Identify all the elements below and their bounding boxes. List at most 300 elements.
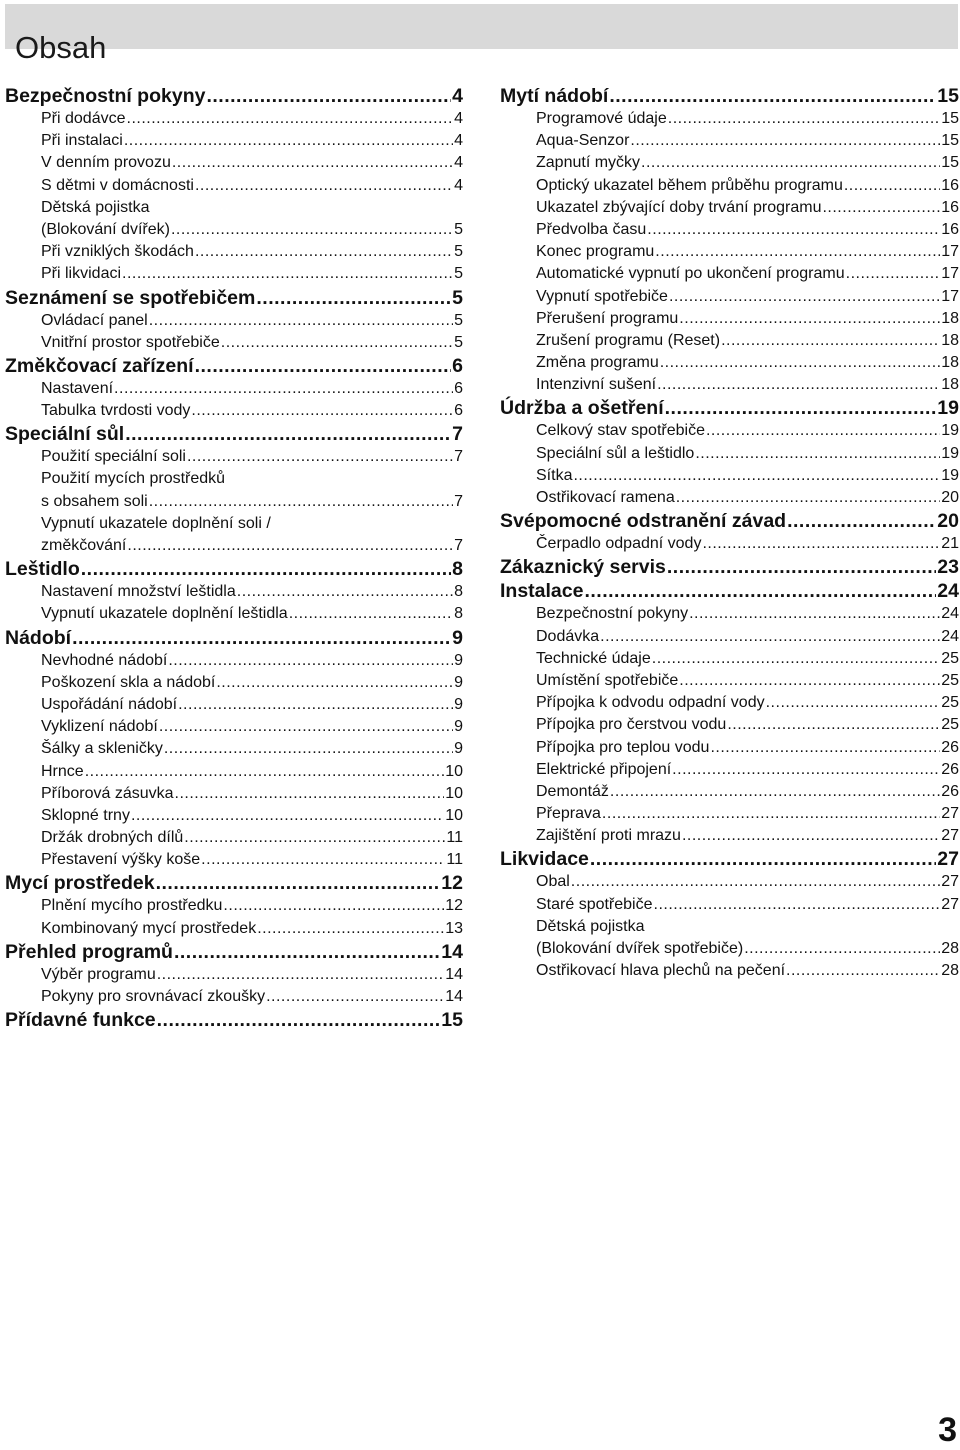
toc-dot-leader xyxy=(216,672,453,694)
toc-subsection-entry xyxy=(500,487,959,509)
toc-page-number: 9 xyxy=(454,695,463,713)
toc-subsection-entry xyxy=(500,871,959,893)
toc-entry-label: Instalace xyxy=(500,580,584,603)
toc-subsection-entry xyxy=(500,330,959,352)
toc-page-number: 5 xyxy=(454,265,463,283)
toc-page-number: 25 xyxy=(941,694,959,712)
toc-page-number: 8 xyxy=(454,605,463,623)
toc-entry-label: Zapnutí myčky xyxy=(536,154,641,172)
toc-entry-label: Aqua-Senzor xyxy=(536,132,630,150)
toc-entry-label: Přípojka pro teplou vodu xyxy=(536,738,710,756)
toc-subsection-entry xyxy=(500,670,959,692)
toc-subsection-entry xyxy=(5,986,463,1008)
toc-entry-label: Zákaznický servis xyxy=(500,556,666,579)
toc-entry-label: Bezpečnostní pokyny xyxy=(5,85,206,107)
toc-dot-leader xyxy=(157,1008,441,1032)
toc-dot-leader xyxy=(131,805,444,827)
toc-subsection-entry xyxy=(500,308,959,330)
toc-entry-label: Čerpadlo odpadní vody xyxy=(536,535,702,553)
toc-entry-label: Intenzivní sušení xyxy=(536,376,657,394)
toc-dot-leader xyxy=(702,533,940,555)
toc-entry-label: Staré spotřebiče xyxy=(536,895,653,913)
toc-entry-label: Při dodávce xyxy=(41,110,126,127)
toc-section-entry xyxy=(5,1008,463,1032)
toc-subsection-entry xyxy=(5,152,463,174)
toc-entry-label: Přerušení programu xyxy=(536,309,679,327)
toc-subsection-entry xyxy=(500,443,959,465)
toc-entry-label: Při vzniklých škodách xyxy=(41,243,194,261)
toc-subsection-entry xyxy=(500,916,959,938)
toc-section-entry xyxy=(5,84,463,108)
toc-page-number: 12 xyxy=(445,897,463,915)
toc-entry-label: Dětská pojistka xyxy=(41,198,150,216)
toc-dot-leader xyxy=(584,579,936,603)
toc-subsection-entry xyxy=(5,918,463,940)
toc-subsection-entry xyxy=(5,694,463,716)
toc-dot-leader xyxy=(149,491,453,513)
toc-page-number: 19 xyxy=(941,444,959,462)
toc-subsection-entry xyxy=(500,219,959,241)
toc-entry-label: Při instalaci xyxy=(41,132,123,150)
toc-dot-leader xyxy=(689,603,940,625)
toc-entry-label: Pokyny pro srovnávací zkoušky xyxy=(41,988,266,1005)
toc-subsection-entry xyxy=(5,783,463,805)
toc-dot-leader xyxy=(237,581,453,603)
toc-entry-label: Zrušení programu (Reset) xyxy=(536,331,721,349)
toc-entry-label: Automatické vypnutí po ukončení programu xyxy=(536,265,845,283)
toc-dot-leader xyxy=(679,308,940,330)
toc-page-number: 4 xyxy=(454,176,463,194)
toc-subsection-entry xyxy=(500,894,959,916)
toc-page-number: 27 xyxy=(941,805,959,823)
toc-subsection-entry xyxy=(500,533,959,555)
toc-section-entry xyxy=(5,354,463,378)
toc-subsection-entry xyxy=(500,263,959,285)
toc-dot-leader xyxy=(682,825,940,847)
toc-page-number: 4 xyxy=(454,110,463,127)
toc-subsection-entry xyxy=(5,650,463,672)
toc-entry-label: Mytí nádobí xyxy=(500,85,609,107)
toc-page-number: 20 xyxy=(937,510,959,533)
toc-entry-label: Programové údaje xyxy=(536,110,667,127)
toc-dot-leader xyxy=(727,714,940,736)
toc-dot-leader xyxy=(187,446,453,468)
toc-dot-leader xyxy=(159,716,453,738)
toc-page-number: 12 xyxy=(441,872,463,895)
toc-subsection-entry xyxy=(5,964,463,986)
toc-subsection-entry xyxy=(5,849,463,871)
toc-subsection-entry xyxy=(5,175,463,197)
toc-dot-leader xyxy=(668,108,940,130)
toc-dot-leader xyxy=(766,692,941,714)
toc-section-entry xyxy=(5,626,463,650)
toc-entry-label: s obsahem soli xyxy=(41,492,148,510)
toc-page-number: 19 xyxy=(937,397,959,420)
toc-page-number: 9 xyxy=(454,673,463,691)
toc-section-entry xyxy=(5,286,463,310)
toc-dot-leader xyxy=(609,84,936,108)
toc-subsection-entry xyxy=(500,737,959,759)
toc-section-entry xyxy=(5,871,463,895)
toc-subsection-entry xyxy=(5,491,463,513)
toc-right-column xyxy=(500,84,959,982)
toc-page-number: 24 xyxy=(941,605,959,623)
toc-entry-label: Elektrické připojení xyxy=(536,760,672,778)
toc-dot-leader xyxy=(124,130,453,152)
toc-subsection-entry xyxy=(5,446,463,468)
toc-page-number: 15 xyxy=(941,154,959,172)
toc-entry-label: Změkčovací zařízení xyxy=(5,354,194,377)
toc-entry-label: Nastavení množství leštidla xyxy=(41,583,236,601)
toc-dot-leader xyxy=(195,175,453,197)
toc-subsection-entry xyxy=(5,263,463,285)
toc-subsection-entry xyxy=(5,400,463,422)
toc-subsection-entry xyxy=(500,152,959,174)
toc-entry-label: Sítka xyxy=(536,466,573,484)
toc-entry-label: Leštidlo xyxy=(5,558,80,581)
toc-subsection-entry xyxy=(5,513,463,535)
toc-subsection-entry xyxy=(5,603,463,625)
toc-entry-label: Tabulka tvrdosti vody xyxy=(41,402,191,420)
toc-entry-label: Vnitřní prostor spotřebiče xyxy=(41,333,220,351)
toc-dot-leader xyxy=(125,422,451,446)
toc-section-entry xyxy=(500,509,959,533)
toc-dot-leader xyxy=(206,84,451,108)
toc-page-number: 28 xyxy=(941,962,959,980)
toc-dot-leader xyxy=(221,332,453,354)
toc-subsection-entry xyxy=(500,714,959,736)
toc-page-number: 14 xyxy=(445,965,463,983)
toc-page-number: 18 xyxy=(941,376,959,394)
toc-entry-label: Obal xyxy=(536,873,570,891)
toc-subsection-entry xyxy=(500,465,959,487)
toc-section-entry xyxy=(500,579,959,603)
toc-dot-leader xyxy=(667,555,936,579)
toc-subsection-entry xyxy=(5,895,463,917)
page-number: 3 xyxy=(938,1411,957,1449)
toc-page-number: 16 xyxy=(941,176,959,194)
toc-subsection-entry xyxy=(5,310,463,332)
toc-entry-label: Demontáž xyxy=(536,782,609,800)
toc-page-number: 9 xyxy=(452,626,463,649)
toc-section-entry xyxy=(500,555,959,579)
toc-dot-leader xyxy=(174,940,440,964)
toc-subsection-entry xyxy=(500,960,959,982)
toc-dot-leader xyxy=(573,465,940,487)
toc-page-number: 4 xyxy=(454,154,463,172)
toc-entry-label: Speciální sůl xyxy=(5,423,125,446)
toc-dot-leader xyxy=(195,241,453,263)
toc-entry-label: Bezpečnostní pokyny xyxy=(536,605,689,623)
toc-page-number: 15 xyxy=(941,110,959,127)
toc-subsection-entry xyxy=(5,241,463,263)
toc-page-number: 18 xyxy=(941,331,959,349)
toc-subsection-entry xyxy=(5,738,463,760)
toc-dot-leader xyxy=(846,263,941,285)
toc-dot-leader xyxy=(171,219,453,241)
toc-entry-label: Sklopné trny xyxy=(41,806,130,824)
toc-page-number: 6 xyxy=(454,402,463,420)
toc-entry-label: Přípojka k odvodu odpadní vody xyxy=(536,694,765,712)
toc-subsection-entry xyxy=(5,827,463,849)
toc-entry-label: Vypnutí spotřebiče xyxy=(536,287,668,305)
toc-entry-label: Přípojka pro čerstvou vodu xyxy=(536,716,727,734)
toc-dot-leader xyxy=(744,938,940,960)
toc-page-number: 26 xyxy=(941,782,959,800)
toc-dot-leader xyxy=(647,219,940,241)
toc-page-number: 26 xyxy=(941,760,959,778)
toc-page-number: 4 xyxy=(454,132,463,150)
toc-page-number: 18 xyxy=(941,309,959,327)
toc-entry-label: Plnění mycího prostředku xyxy=(41,897,223,915)
toc-page-number: 10 xyxy=(445,806,463,824)
toc-dot-leader xyxy=(600,626,940,648)
toc-page-number: 13 xyxy=(445,919,463,937)
toc-entry-label: Svépomocné odstranění závad xyxy=(500,510,787,533)
toc-page-number: 7 xyxy=(454,448,463,466)
toc-page-number: 17 xyxy=(941,243,959,261)
toc-entry-label: Přídavné funkce xyxy=(5,1009,156,1032)
header-band xyxy=(5,4,958,65)
toc-dot-leader xyxy=(289,603,453,625)
toc-dot-leader xyxy=(844,175,940,197)
toc-page-number: 27 xyxy=(941,873,959,891)
toc-dot-leader xyxy=(256,286,451,310)
toc-dot-leader xyxy=(191,400,453,422)
toc-dot-leader xyxy=(223,895,444,917)
toc-dot-leader xyxy=(157,964,444,986)
toc-dot-leader xyxy=(665,396,937,420)
toc-dot-leader xyxy=(672,759,940,781)
toc-dot-leader xyxy=(114,378,453,400)
toc-page-number: 9 xyxy=(454,718,463,736)
toc-dot-leader xyxy=(149,310,453,332)
toc-page-number: 18 xyxy=(941,354,959,372)
toc-dot-leader xyxy=(175,783,445,805)
toc-entry-label: Vypnutí ukazatele doplnění leštidla xyxy=(41,605,288,623)
toc-dot-leader xyxy=(172,152,453,174)
toc-entry-label: Kombinovaný mycí prostředek xyxy=(41,919,257,937)
toc-entry-label: Výběr programu xyxy=(41,965,156,983)
toc-dot-leader xyxy=(641,152,940,174)
toc-entry-label: Optický ukazatel během průběhu programu xyxy=(536,176,843,194)
toc-entry-label: Seznámení se spotřebičem xyxy=(5,286,256,309)
toc-entry-label: Držák drobných dílů xyxy=(41,829,184,847)
page-title: Obsah xyxy=(15,29,107,65)
toc-entry-label: Předvolba času xyxy=(536,220,647,238)
toc-entry-label: Dětská pojistka xyxy=(536,917,645,935)
toc-page-number: 8 xyxy=(452,558,463,581)
toc-dot-leader xyxy=(164,738,453,760)
toc-dot-leader xyxy=(710,737,940,759)
toc-page-number: 16 xyxy=(941,220,959,238)
toc-dot-leader xyxy=(652,648,940,670)
toc-dot-leader xyxy=(660,352,940,374)
toc-page-number: 19 xyxy=(941,466,959,484)
toc-dot-leader xyxy=(156,871,441,895)
toc-page-number: 7 xyxy=(454,537,463,554)
toc-entry-label: Šálky a skleničky xyxy=(41,740,163,758)
toc-subsection-entry xyxy=(500,175,959,197)
toc-subsection-entry xyxy=(500,197,959,219)
toc-entry-label: Vypnutí ukazatele doplnění soli / xyxy=(41,514,271,532)
toc-section-entry xyxy=(5,557,463,581)
toc-subsection-entry xyxy=(500,374,959,396)
toc-page-number: 9 xyxy=(454,740,463,758)
toc-subsection-entry xyxy=(500,692,959,714)
toc-section-entry xyxy=(5,422,463,446)
toc-dot-leader xyxy=(168,650,453,672)
toc-dot-leader xyxy=(571,871,940,893)
toc-dot-leader xyxy=(786,960,940,982)
toc-dot-leader xyxy=(184,827,445,849)
toc-entry-label: Speciální sůl a leštidlo xyxy=(536,444,695,462)
toc-dot-leader xyxy=(201,849,445,871)
toc-dot-leader xyxy=(127,108,454,130)
toc-dot-leader xyxy=(654,894,941,916)
toc-entry-label: Uspořádání nádobí xyxy=(41,695,178,713)
toc-entry-label: Přeprava xyxy=(536,805,601,823)
toc-left-column xyxy=(5,84,463,1032)
toc-entry-label: Nevhodné nádobí xyxy=(41,651,168,669)
toc-subsection-entry xyxy=(5,581,463,603)
toc-page-number: 15 xyxy=(941,132,959,150)
toc-entry-label: (Blokování dvířek spotřebiče) xyxy=(536,940,744,957)
toc-entry-label: Příborová zásuvka xyxy=(41,784,174,802)
toc-page-number: 6 xyxy=(452,354,463,377)
toc-page-number: 24 xyxy=(937,580,959,603)
toc-page-number: 25 xyxy=(941,649,959,667)
toc-page-number: 11 xyxy=(446,829,463,847)
toc-entry-label: Ukazatel zbývající doby trvání programu xyxy=(536,198,822,216)
toc-subsection-entry xyxy=(500,108,959,130)
toc-entry-label: Ostřikovací hlava plechů na pečení xyxy=(536,962,786,980)
toc-page-number: 23 xyxy=(937,556,959,579)
toc-subsection-entry xyxy=(500,241,959,263)
toc-entry-label: Vyklizení nádobí xyxy=(41,718,158,736)
toc-dot-leader xyxy=(257,918,444,940)
toc-page-number: 27 xyxy=(941,827,959,845)
toc-entry-label: Dodávka xyxy=(536,627,600,645)
toc-subsection-entry xyxy=(500,352,959,374)
toc-entry-label: Mycí prostředek xyxy=(5,872,155,895)
toc-entry-label: Přestavení výšky koše xyxy=(41,851,201,869)
toc-section-entry xyxy=(500,396,959,420)
toc-subsection-entry xyxy=(5,468,463,490)
toc-subsection-entry xyxy=(500,626,959,648)
toc-subsection-entry xyxy=(5,219,463,241)
toc-subsection-entry xyxy=(5,197,463,219)
toc-entry-label: změkčování xyxy=(41,537,127,554)
toc-subsection-entry xyxy=(500,603,959,625)
toc-page-number: 11 xyxy=(446,851,463,869)
toc-page-number: 7 xyxy=(454,492,463,510)
toc-page-number: 25 xyxy=(941,671,959,689)
toc-dot-leader xyxy=(695,443,940,465)
toc-entry-label: Ostřikovací ramena xyxy=(536,489,675,506)
toc-page-number: 17 xyxy=(941,287,959,305)
toc-page-number: 19 xyxy=(941,422,959,440)
toc-subsection-entry xyxy=(500,759,959,781)
toc-subsection-entry xyxy=(5,672,463,694)
toc-subsection-entry xyxy=(5,378,463,400)
toc-page-number: 14 xyxy=(441,940,463,963)
toc-subsection-entry xyxy=(500,803,959,825)
toc-dot-leader xyxy=(822,197,940,219)
toc-page-number: 4 xyxy=(452,85,463,107)
toc-dot-leader xyxy=(787,509,936,533)
toc-page-number: 7 xyxy=(452,423,463,446)
toc-entry-label: (Blokování dvířek) xyxy=(41,220,170,238)
toc-entry-label: Použití mycích prostředků xyxy=(41,470,226,488)
toc-page-number: 24 xyxy=(941,627,959,645)
toc-dot-leader xyxy=(630,130,940,152)
toc-page-number: 28 xyxy=(941,940,959,957)
toc-subsection-entry xyxy=(5,716,463,738)
toc-page-number: 27 xyxy=(941,895,959,913)
toc-dot-leader xyxy=(127,535,453,557)
toc-dot-leader xyxy=(706,420,940,442)
toc-entry-label: Technické údaje xyxy=(536,649,651,667)
toc-subsection-entry xyxy=(500,420,959,442)
toc-subsection-entry xyxy=(5,535,463,557)
toc-page-number: 27 xyxy=(937,848,959,871)
toc-entry-label: Nastavení xyxy=(41,379,114,397)
toc-entry-label: Údržba a ošetření xyxy=(500,397,664,420)
toc-dot-leader xyxy=(590,847,936,871)
toc-page-number: 26 xyxy=(941,738,959,756)
toc-entry-label: Celkový stav spotřebiče xyxy=(536,422,705,440)
toc-page-number: 6 xyxy=(454,379,463,397)
toc-entry-label: Nádobí xyxy=(5,626,72,649)
toc-page-number: 5 xyxy=(454,243,463,261)
toc-dot-leader xyxy=(72,626,451,650)
toc-page-number: 8 xyxy=(454,583,463,601)
toc-page-number: 25 xyxy=(941,716,959,734)
toc-section-entry xyxy=(500,847,959,871)
toc-entry-label: Použití speciální soli xyxy=(41,448,186,466)
toc-page-number: 17 xyxy=(941,265,959,283)
toc-subsection-entry xyxy=(5,108,463,130)
toc-page-number: 5 xyxy=(454,220,463,238)
toc-entry-label: Likvidace xyxy=(500,848,589,871)
toc-page-number: 20 xyxy=(941,489,959,506)
toc-page-number: 5 xyxy=(454,333,463,351)
toc-dot-leader xyxy=(669,286,940,308)
toc-entry-label: Přehled programů xyxy=(5,940,173,963)
toc-subsection-entry xyxy=(5,332,463,354)
toc-page-number: 15 xyxy=(937,85,959,107)
toc-entry-label: S dětmi v domácnosti xyxy=(41,176,194,194)
toc-entry-label: V denním provozu xyxy=(41,154,171,172)
toc-dot-leader xyxy=(602,803,940,825)
toc-dot-leader xyxy=(195,354,452,378)
toc-subsection-entry xyxy=(5,130,463,152)
toc-page-number: 14 xyxy=(445,988,463,1005)
toc-page-number: 21 xyxy=(941,535,959,553)
toc-page-number: 9 xyxy=(454,651,463,669)
toc-dot-leader xyxy=(721,330,940,352)
toc-entry-label: Ovládací panel xyxy=(41,311,148,329)
toc-dot-leader xyxy=(122,263,453,285)
toc-subsection-entry xyxy=(500,938,959,960)
toc-page-number: 5 xyxy=(452,286,463,309)
toc-dot-leader xyxy=(266,986,444,1008)
toc-entry-label: Zajištění proti mrazu xyxy=(536,827,681,845)
toc-page-number: 16 xyxy=(941,198,959,216)
toc-entry-label: Umístění spotřebiče xyxy=(536,671,679,689)
toc-section-entry xyxy=(500,84,959,108)
